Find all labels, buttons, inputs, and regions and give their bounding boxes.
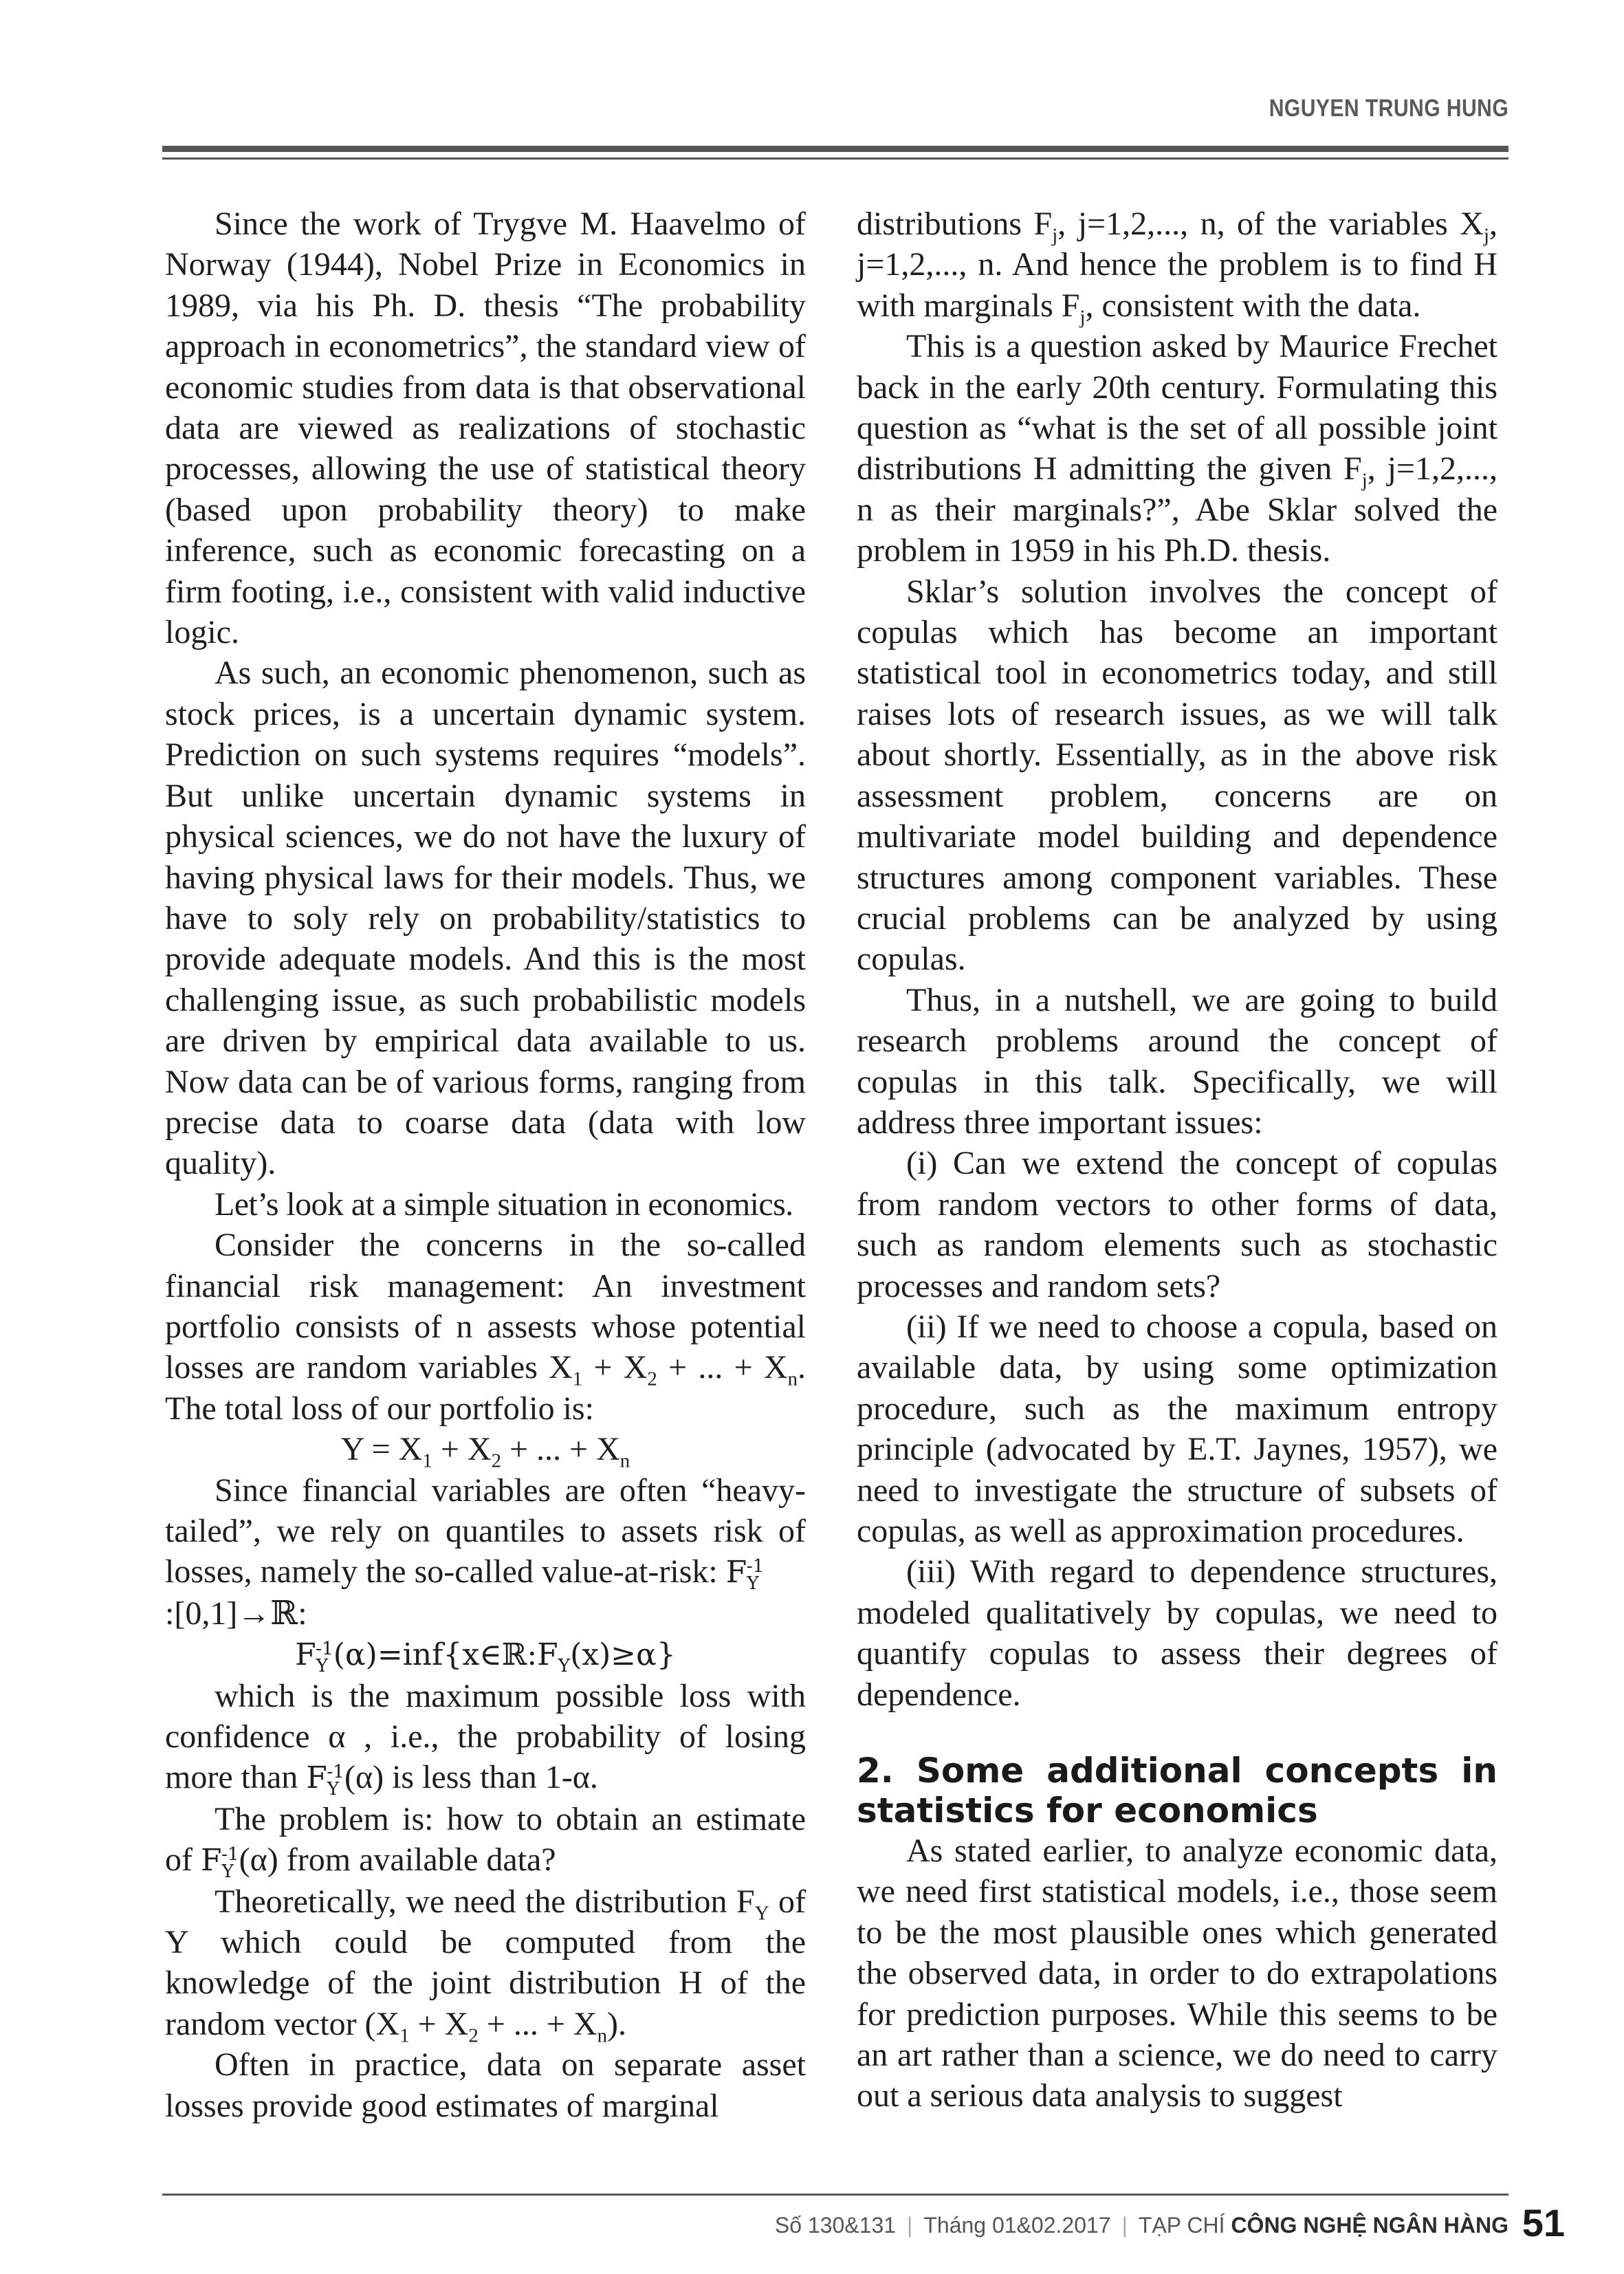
paragraph: Let’s look at a simple situation in economics. xyxy=(215,1185,793,1223)
running-head-author: NGUYEN TRUNG HUNG xyxy=(1269,95,1508,122)
paragraph: This is a question asked by Maurice Frechet back in the early 20th century. Formulating this question as “what is the set of all possible joint distributions H admitting the given $F_j$, j=1,2,..., n as their marginals?”, Abe Sklar solved the problem in 1959 in his Ph.D. thesis. xyxy=(857,328,1497,569)
section-heading xyxy=(857,1751,1497,1830)
text: Theoretically, we need the distribution F xyxy=(215,1883,755,1920)
text: Since financial variables are often “heavy-tailed”, we rely on quantiles to assets risk of losses, namely the so-called value-at-risk: xyxy=(165,1472,806,1590)
footer-journal-prefix: TẠP CHÍ xyxy=(1138,2213,1225,2238)
text: The problem is: how to obtain an estimate of xyxy=(165,1800,806,1879)
paragraph: Since the work of Trygve M. Haavelmo of Norway (1944), Nobel Prize in Economics in 1989, via his Ph. D. thesis “The probability approach in econometrics”, the standard view of economic studies from data is that observational data are viewed as realizations of stochastic processes, allowing the use of statistical theory (based upon probability theory) to make inference, such as economic forecasting on a firm footing, i.e., consistent with valid inductive logic. xyxy=(165,206,806,651)
footer-journal-name: CÔNG NGHỆ NGÂN HÀNG xyxy=(1231,2213,1508,2238)
equation-total-loss: $Y = X_1 + X_2$ + ... + $X_n$ xyxy=(340,1431,630,1472)
header-rule-thick xyxy=(162,146,1508,152)
page-number: 51 xyxy=(1522,2201,1565,2244)
paragraph: distributions $F_j$, j=1,2,..., n, of the variables $X_j$, j=1,2,..., n. And hence the problem is to find H with marginals $F_j$, consistent with the data. xyxy=(857,206,1498,329)
text: which is the maximum possible loss with confidence α , i.e., the probability of losing more than xyxy=(165,1677,806,1796)
paragraph: Sklar’s solution involves the concept of copulas which has become an important statistical tool in econometrics today, and still raises lots of research issues, as we will talk about shortly. Essentially, as in the above risk assessment problem, concerns are on multivariate model building and dependence structures among component variables. These crucial problems can be analyzed by using copulas. xyxy=(857,573,1497,978)
paragraph: Consider the concerns in the so-called financial risk management: An investment portfolio consists of n assests whose potential losses are random variables $X_1 + X_2$ + ... + $X_n$. The total loss of our portfolio is: xyxy=(165,1227,806,1427)
text: distributions F xyxy=(857,206,1053,242)
paragraph: Thus, in a nutshell, we are going to build research problems around the concept of copulas in this talk. Specifically, we will address three important issues: xyxy=(857,981,1497,1141)
list-item: (i) Can we extend the concept of copulas from random vectors to other forms of data, such as random elements such as stochastic processes and random sets? xyxy=(857,1145,1497,1304)
text: This is a question asked by Maurice Frechet back in the early 20th century. Formulating this question as “what is the set of all possible joint distributions H admitting the given F xyxy=(857,328,1497,488)
section-heading-line-1: 2. Some additional concepts in xyxy=(857,1751,1497,1791)
equation-value-at-risk: $F_Y^{-1}(\alpha)=inf\{x\in ℝ:F_Y(x)\ge\alpha\}$ xyxy=(295,1637,676,1677)
paragraph: As stated earlier, to analyze economic data, we need first statistical models, i.e., those seem to be the most plausible ones which generated the observed data, in order to do extrapolations for prediction purposes. While this seems to be an art rather than a science, we do need to carry out a serious data analysis to suggest xyxy=(857,1833,1497,2114)
footer-rule xyxy=(162,2194,1508,2196)
footer-issue: Số 130&131 xyxy=(774,2213,897,2238)
paragraph: Since financial variables are often “heavy-tailed”, we rely on quantiles to assets risk of losses, namely the so-called value-at-risk: $F_Y^{-1}$ :[0,1]→ℝ: xyxy=(165,1472,806,1632)
text: (x)≥α} xyxy=(570,1637,676,1673)
header-rule-thin xyxy=(162,157,1508,160)
section-heading-line-2: statistics for economics xyxy=(857,1791,1318,1831)
paragraph: Often in practice, data on separate asset losses provide good estimates of marginal xyxy=(165,2046,806,2124)
list-item: (iii) With regard to dependence structures, modeled qualitatively by copulas, we need to quantify copulas to assess their degrees of dependence. xyxy=(857,1553,1497,1713)
paragraph: The problem is: how to obtain an estimate of $F_Y^{-1}(\alpha)$ from available data? xyxy=(165,1800,806,1883)
text: (α)=inf{x∈ℝ:F xyxy=(333,1637,558,1673)
footer-separator: | xyxy=(907,2213,913,2238)
paragraph: Theoretically, we need the distribution $F_Y$ of Y which could be computed from the knowledge of the joint distribution H of the random vector ($X_1 + X_2$ + ... + $X_n$). xyxy=(165,1883,806,2047)
text: of Y which could be computed from the knowledge of the joint distribution H of the random vector (X xyxy=(165,1883,806,2042)
footer-separator: | xyxy=(1121,2213,1128,2238)
paragraph: which is the maximum possible loss with confidence α , i.e., the probability of losing more than $F_Y^{-1}(\alpha)$ is less than 1-α. xyxy=(165,1677,806,1800)
text: :[0,1]→ℝ: xyxy=(165,1595,307,1632)
left-column xyxy=(165,204,806,2126)
paragraph: As such, an economic phenomenon, such as stock prices, is a uncertain dynamic system. Prediction on such systems requires “models”. But unlike uncertain dynamic systems in physical sciences, we do not have the luxury of having physical laws for their models. Thus, we have to soly rely on probability/statistics to provide adequate models. And this is the most challenging issue, as such probabilistic models are driven by empirical data available to us. Now data can be of various forms, ranging from precise data to coarse data (data with low quality). xyxy=(165,655,806,1182)
list-item: (ii) If we need to choose a copula, based on available data, by using some optimization procedure, such as the maximum entropy principle (advocated by E.T. Jaynes, 1957), we need to investigate the structure of subsets of copulas, as well as approximation procedures. xyxy=(857,1308,1497,1549)
right-column xyxy=(857,204,1497,2117)
footer xyxy=(775,2213,1508,2238)
text: (α) from available data? xyxy=(239,1841,556,1879)
text: (α) is less than 1-α. xyxy=(344,1759,598,1796)
text: The total loss of our portfolio is: xyxy=(165,1390,594,1427)
text: Consider the concerns in the so-called financial risk management: An investment portfolio consists of n assests whose potential losses are random variables X xyxy=(165,1227,806,1386)
footer-month: Tháng 01&02.2017 xyxy=(923,2213,1111,2238)
text: , j=1,2,..., n as their marginals?”, Abe Sklar solved the problem in 1959 in his Ph.D. thesis. xyxy=(857,450,1497,569)
